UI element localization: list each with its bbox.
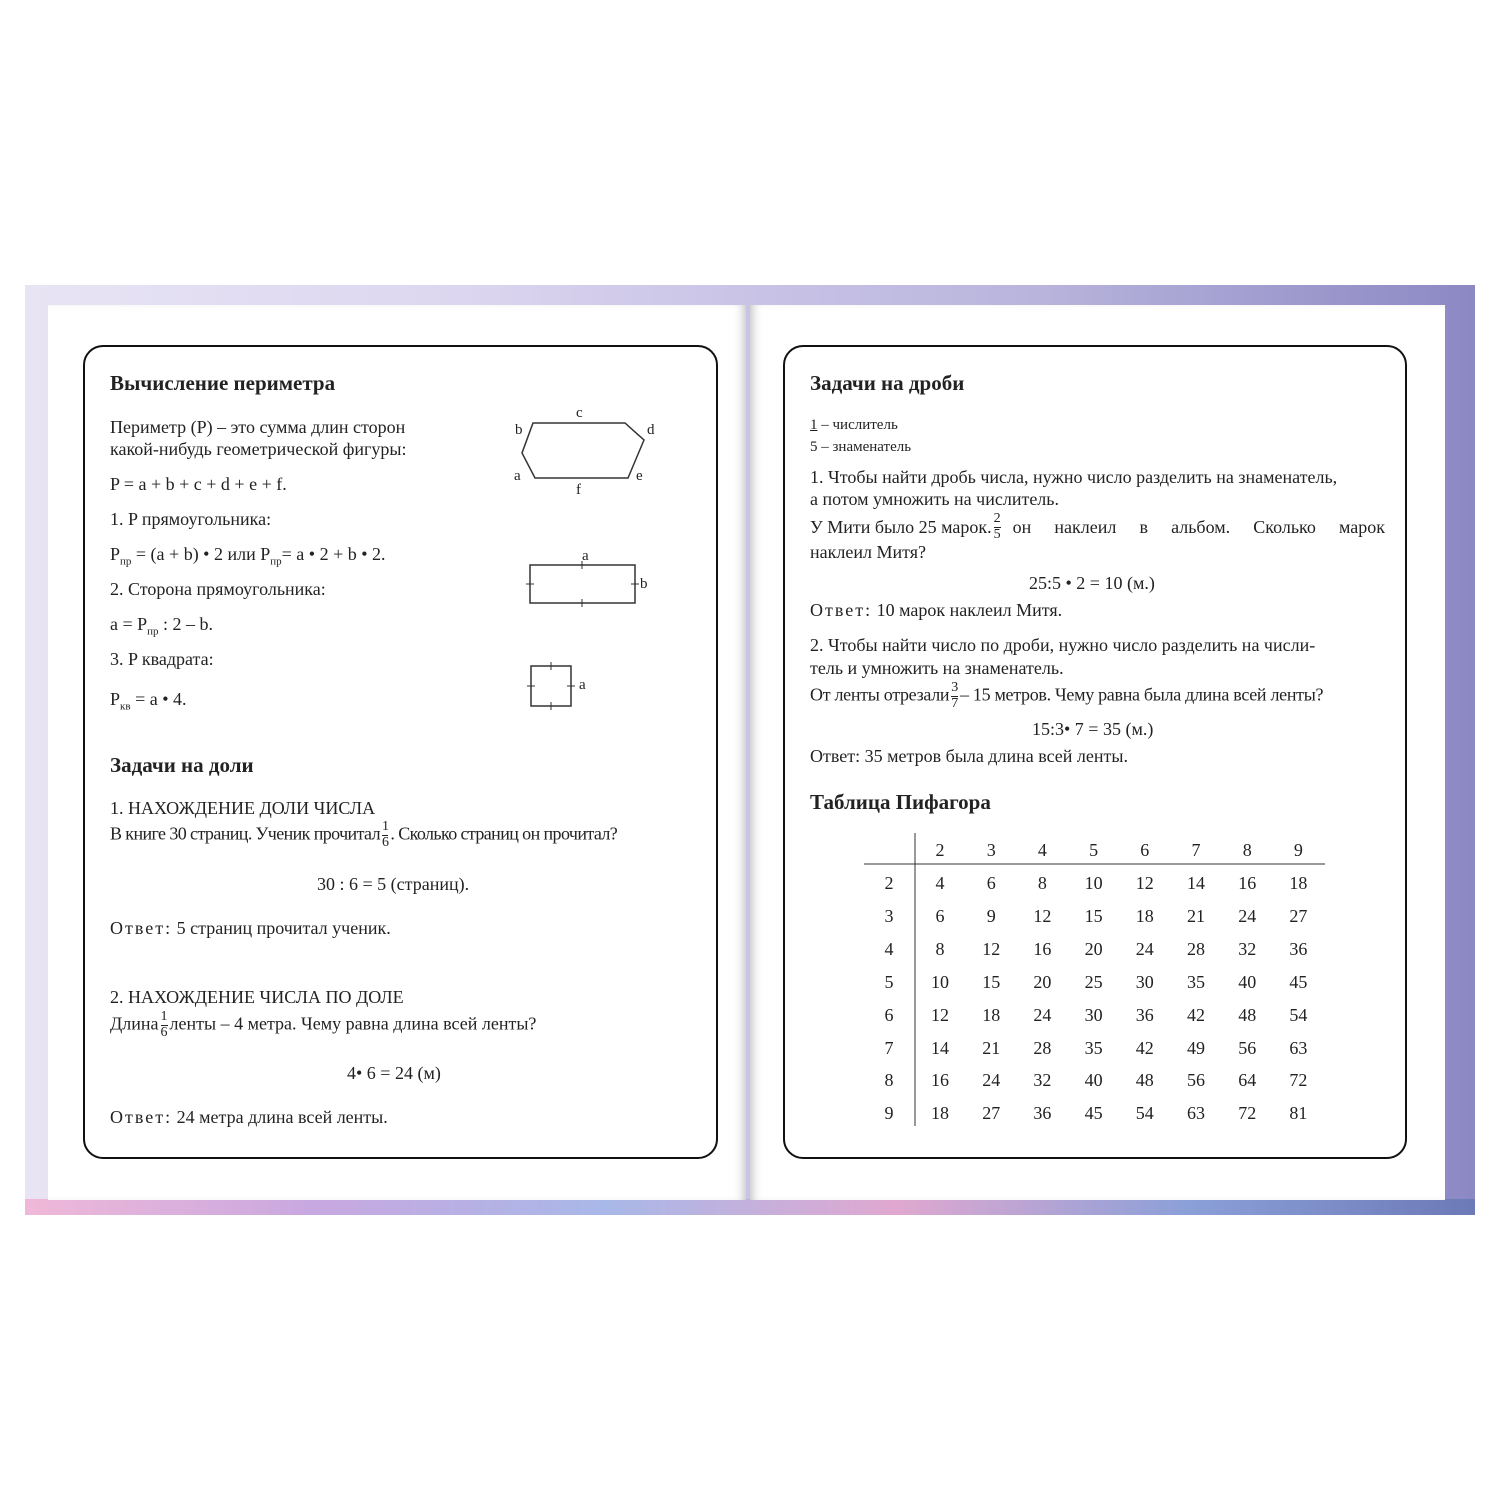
table-cell: 40 (1238, 971, 1257, 992)
task-2-question: От ленты отрезали $\frac{3}{7}$ – 15 метров. Чему равна была длина всей ленты? (810, 680, 1324, 711)
table-cell: 24 (1135, 938, 1154, 959)
table-cell: 18 (1289, 873, 1308, 893)
table-cell: 30 (1135, 971, 1154, 992)
square-formula: $P_{кв} = a$ • 4. (110, 689, 187, 713)
shares-task2-solution: 4• 6 = 24 (м) (347, 1063, 441, 1083)
table-header-cell: 3 (986, 840, 996, 860)
square-figure (531, 666, 571, 706)
table-cell: 10 (1084, 873, 1103, 893)
table-cell: 72 (1289, 1070, 1308, 1091)
shares-task2-answer: Ответ: 24 метра длина всей ленты. (110, 1107, 388, 1127)
table-cell: 36 (1135, 1004, 1154, 1025)
table-cell: 18 (1135, 905, 1154, 926)
table-cell: 4 (935, 873, 945, 893)
hex-label-f: f (576, 482, 581, 498)
table-cell: 54 (1135, 1103, 1154, 1124)
perimeter-formula: P = a + b + c + d + e + f. (110, 474, 287, 494)
table-row-label: 3 (884, 905, 894, 926)
table-header-cell: 4 (1037, 840, 1047, 860)
rule-2-line-2: тель и умножить на знаменатель. (810, 658, 1064, 678)
table-header-cell: 6 (1140, 840, 1150, 860)
table-cell: 8 (935, 938, 945, 959)
task-1-answer: Ответ: 10 марок наклеил Митя. (810, 600, 1063, 620)
table-cell: 24 (982, 1070, 1001, 1091)
table-row-label: 6 (884, 1004, 894, 1025)
rule-1-line-2: а потом умножить на числитель. (810, 489, 1060, 509)
square-label-a: a (579, 677, 586, 693)
task-1-question: У Мити было 25 марок. $\frac{2}{5}$ он наклеил в альбом. Сколько марок (810, 511, 1385, 542)
fractions-title: Задачи на дроби (810, 371, 965, 395)
table-cell: 20 (1084, 938, 1103, 959)
rect-label-a: a (582, 548, 589, 564)
pythagoras-title: Таблица Пифагора (810, 790, 991, 814)
table-cell: 21 (1187, 905, 1205, 926)
table-cell: 15 (1084, 905, 1103, 926)
perimeter-title: Вычисление периметра (110, 371, 336, 395)
table-cell: 45 (1289, 971, 1308, 992)
table-cell: 12 (931, 1004, 949, 1025)
table-cell: 12 (1135, 873, 1154, 893)
table-cell: 24 (1033, 1004, 1052, 1025)
numerator-label: 1 – числитель (810, 417, 898, 433)
table-cell: 12 (982, 938, 1001, 959)
rect-formula: $P_{пр} = (a + b)$ • 2 или $P_{пр}= a$ • 2 + b • 2. (110, 544, 386, 568)
table-cell: 10 (931, 971, 949, 992)
table-cell: 16 (1238, 873, 1257, 893)
table-cell: 56 (1187, 1070, 1205, 1091)
table-cell: 6 (986, 873, 996, 893)
table-cell: 40 (1084, 1070, 1103, 1091)
table-cell: 12 (1033, 905, 1052, 926)
shares-task2-title: 2. НАХОЖДЕНИЕ ЧИСЛА ПО ДОЛЕ (110, 987, 404, 1007)
task-2-solution: 15:3• 7 = 35 (м.) (1032, 719, 1154, 739)
shares-task2-question: Длина $\frac{1}{6}$ ленты – 4 метра. Чему равна длина всей ленты? (110, 1009, 537, 1040)
table-row-label: 4 (884, 938, 894, 959)
rect-title: 1. P прямоугольника: (110, 509, 272, 529)
perimeter-def-2: какой-нибудь геометрической фигуры: (110, 439, 407, 459)
table-cell: 16 (1033, 938, 1052, 959)
shares-task1-answer: Ответ: 5 страниц прочитал ученик. (110, 918, 391, 938)
table-cell: 27 (982, 1103, 1001, 1124)
table-row-label: 7 (884, 1037, 894, 1058)
shares-task1-title: 1. НАХОЖДЕНИЕ ДОЛИ ЧИСЛА (110, 798, 376, 818)
table-cell: 28 (1033, 1037, 1052, 1058)
table-header-cell: 2 (935, 840, 945, 860)
rule-1-line-1: 1. Чтобы найти дробь числа, нужно число разделить на знаменатель, (810, 467, 1338, 487)
table-cell: 56 (1238, 1037, 1257, 1058)
table-cell: 25 (1084, 971, 1103, 992)
table-cell: 30 (1084, 1004, 1103, 1025)
table-cell: 14 (931, 1037, 949, 1058)
table-cell: 35 (1187, 971, 1205, 992)
task-1-question-cont: наклеил Митя? (810, 542, 926, 562)
hex-label-d: d (647, 422, 655, 438)
table-cell: 81 (1289, 1103, 1308, 1124)
hex-label-c: c (576, 405, 583, 421)
side-formula: $a = P_{пр}$ : 2 – b. (110, 614, 214, 638)
table-cell: 6 (935, 905, 945, 926)
table-cell: 18 (931, 1103, 949, 1124)
table-header-cell: 5 (1089, 840, 1099, 860)
table-cell: 45 (1084, 1103, 1103, 1124)
task-1-solution: 25:5 • 2 = 10 (м.) (1029, 573, 1155, 593)
table-row-label: 9 (884, 1103, 894, 1124)
table-cell: 18 (982, 1004, 1001, 1025)
table-cell: 21 (982, 1037, 1001, 1058)
table-cell: 63 (1187, 1103, 1205, 1124)
table-cell: 49 (1187, 1037, 1205, 1058)
table-row-label: 2 (884, 873, 894, 893)
hexagon-figure (522, 423, 644, 478)
hex-label-e: e (636, 468, 643, 484)
square-title: 3. P квадрата: (110, 649, 214, 669)
table-cell: 54 (1289, 1004, 1308, 1025)
hex-label-b: b (515, 422, 523, 438)
table-cell: 28 (1187, 938, 1205, 959)
table-cell: 24 (1238, 905, 1257, 926)
table-row-label: 5 (884, 971, 894, 992)
table-header-cell: 7 (1191, 840, 1201, 860)
table-header-cell: 9 (1293, 840, 1303, 860)
table-cell: 72 (1238, 1103, 1257, 1124)
table-cell: 15 (982, 971, 1001, 992)
table-cell: 14 (1187, 873, 1205, 893)
table-cell: 27 (1289, 905, 1308, 926)
table-cell: 63 (1289, 1037, 1308, 1058)
table-cell: 20 (1033, 971, 1052, 992)
rectangle-figure (530, 565, 635, 603)
task-2-answer: Ответ: 35 метров была длина всей ленты. (810, 746, 1128, 766)
denominator-label: 5 – знаменатель (810, 439, 912, 455)
table-cell: 32 (1033, 1070, 1052, 1091)
table-header-cell: 8 (1242, 840, 1252, 860)
shares-title: Задачи на доли (110, 753, 254, 777)
hex-label-a: a (514, 468, 521, 484)
shares-task1-question: В книге 30 страниц. Ученик прочитал $\frac{1}{6}$ . Сколько страниц он прочитал? (110, 819, 618, 850)
table-cell: 36 (1289, 938, 1308, 959)
shares-task1-solution: 30 : 6 = 5 (страниц). (317, 874, 470, 894)
table-cell: 64 (1238, 1070, 1257, 1091)
table-cell: 35 (1084, 1037, 1103, 1058)
table-cell: 32 (1238, 938, 1257, 959)
table-row-label: 8 (884, 1070, 894, 1091)
table-cell: 48 (1135, 1070, 1154, 1091)
table-cell: 42 (1187, 1004, 1205, 1025)
rect-label-b: b (640, 576, 648, 592)
table-cell: 48 (1238, 1004, 1257, 1025)
table-cell: 36 (1033, 1103, 1052, 1124)
table-cell: 42 (1135, 1037, 1154, 1058)
side-title: 2. Сторона прямоугольника: (110, 579, 326, 599)
rule-2-line-1: 2. Чтобы найти число по дроби, нужно число разделить на числи- (810, 635, 1316, 655)
table-cell: 16 (931, 1070, 949, 1091)
table-cell: 8 (1037, 873, 1047, 893)
perimeter-def-1: Периметр (P) – это сумма длин сторон (110, 417, 406, 437)
table-cell: 9 (986, 905, 996, 926)
